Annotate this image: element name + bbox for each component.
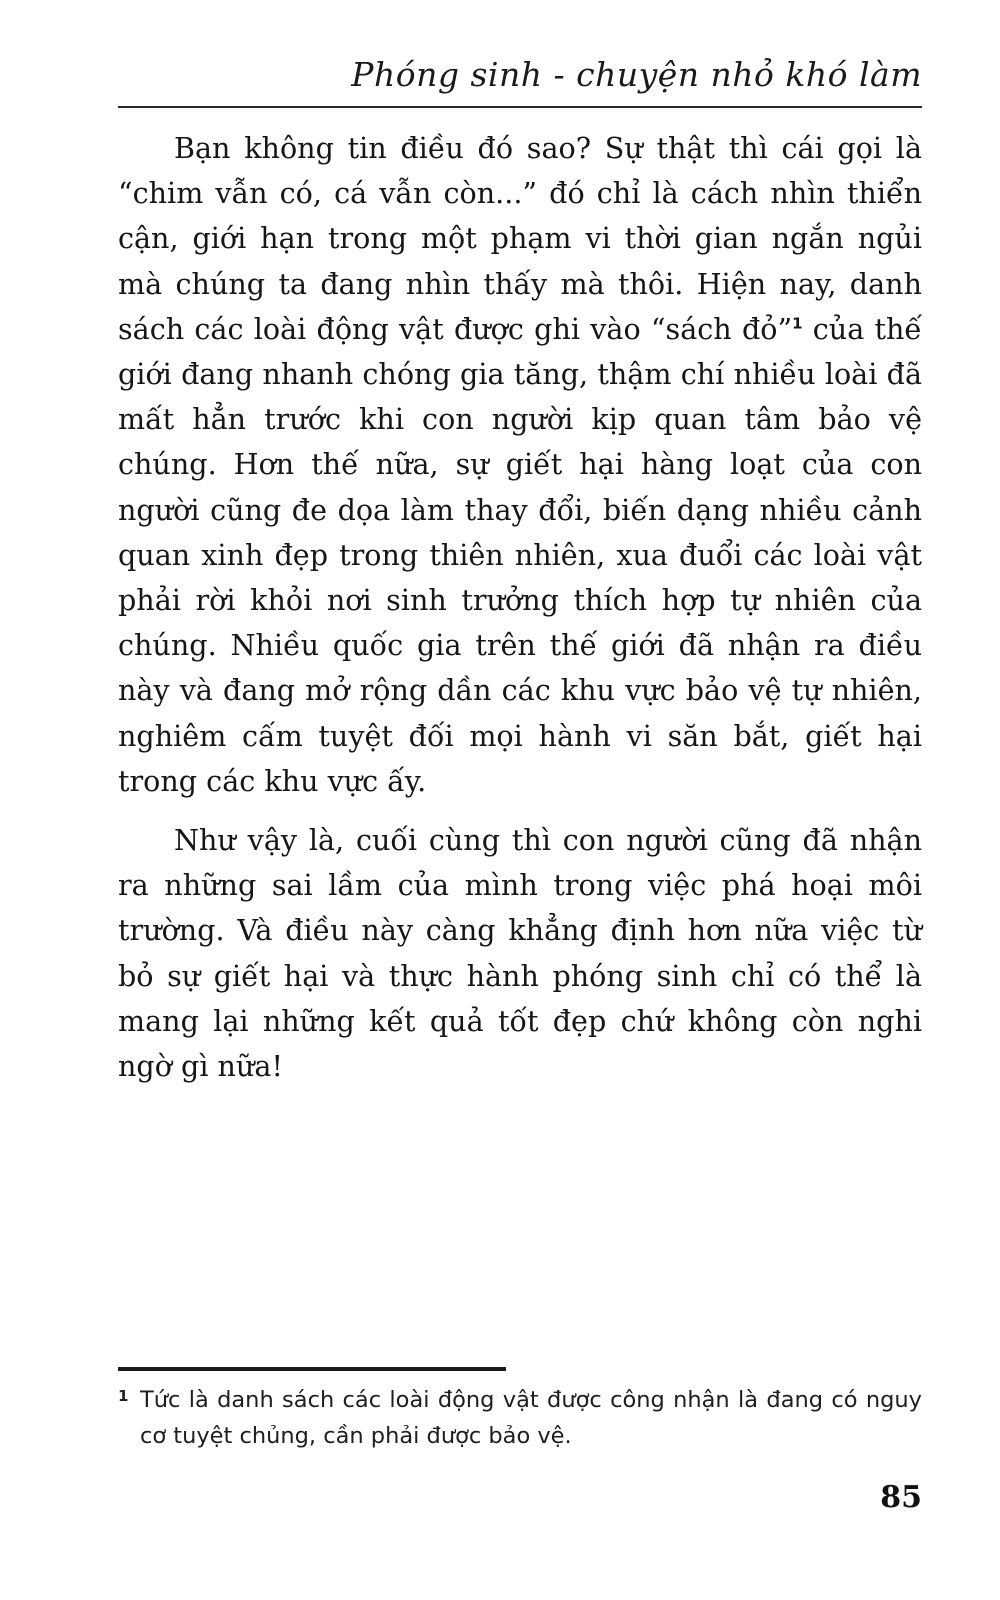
footnote-marker: 1 <box>118 1387 129 1405</box>
footnote-reference: 1 <box>792 314 803 333</box>
body-text <box>118 126 922 1103</box>
paragraph-1-part-b: của thế giới đang nhanh chóng gia tăng, thậm chí nhiều loài đã mất hẳn trước khi con người kịp quan tâm bảo vệ chúng. Hơn thế nữa, sự giết hại hàng loạt của con người cũng đe dọa làm thay đổi, biến dạng nhiều cảnh quan xinh đẹp trong thiên nhiên, xua đuổi các loài vật phải rời khỏi nơi sinh trưởng thích hợp tự nhiên của chúng. Nhiều quốc gia trên thế giới đã nhận ra điều này và đang mở rộng dần các khu vực bảo vệ tự nhiên, nghiêm cấm tuyệt đối mọi hành vi săn bắt, giết hại trong các khu vực ấy. <box>118 311 922 798</box>
footnote-divider <box>118 1367 506 1371</box>
paragraph-1-part-a: Bạn không tin điều đó sao? Sự thật thì cái gọi là “chim vẫn có, cá vẫn còn...” đó chỉ là cách nhìn thiển cận, giới hạn trong một phạm vi thời gian ngắn ngủi mà chúng ta đang nhìn thấy mà thôi. Hiện nay, danh sách các loài động vật được ghi vào “sách đỏ” <box>118 131 922 346</box>
footnote-text: Tức là danh sách các loài động vật được công nhận là đang có nguy cơ tuyệt chủng, cần phải được bảo vệ. <box>140 1387 922 1449</box>
running-header <box>118 52 922 108</box>
footnote <box>118 1382 922 1454</box>
page-number: 85 <box>880 1480 922 1515</box>
paragraph-1 <box>118 126 922 804</box>
paragraph-2: Như vậy là, cuối cùng thì con người cũng đã nhận ra những sai lầm của mình trong việc phá hoại môi trường. Và điều này càng khẳng định hơn nữa việc từ bỏ sự giết hại và thực hành phóng sinh chỉ có thể là mang lại những kết quả tốt đẹp chứ không còn nghi ngờ gì nữa! <box>118 823 922 1084</box>
running-header-title: Phóng sinh - chuyện nhỏ khó làm <box>351 55 922 94</box>
